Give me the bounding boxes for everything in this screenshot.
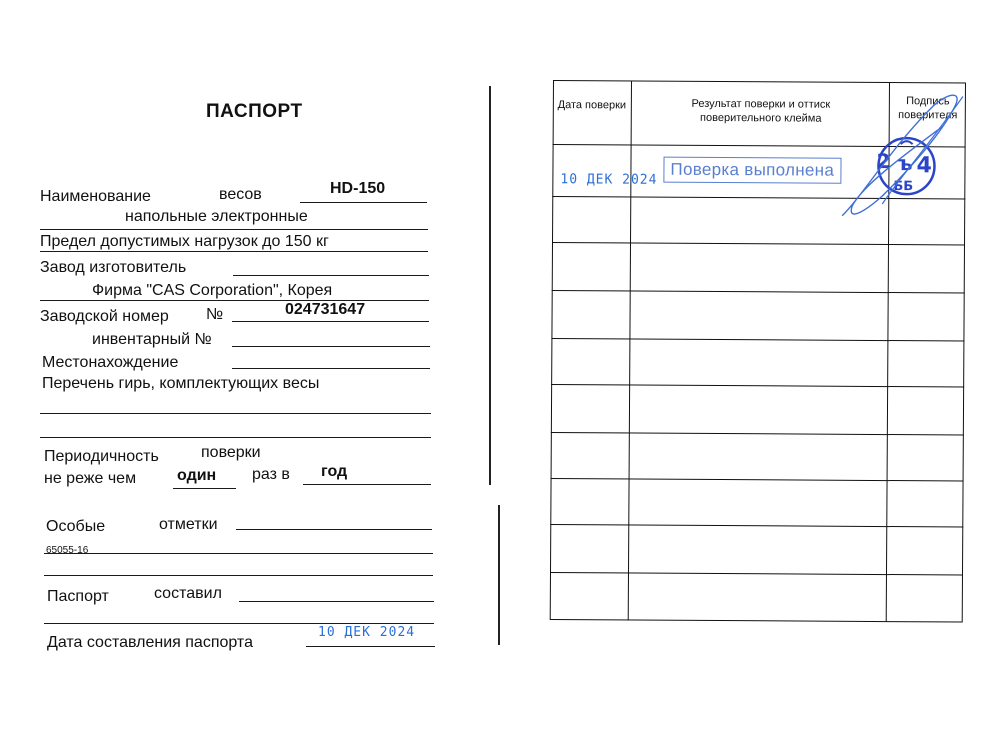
period-label-4: раз в [252,466,290,483]
compiled-label-2: составил [154,585,222,602]
period-unit: год [321,463,348,480]
name-label-2: весов [219,186,262,203]
fold-mark-top [489,86,491,485]
name-line [40,229,428,230]
seal-sign: ъ [897,151,913,176]
manufacturer-line [233,275,429,276]
col-header-date: Дата поверки [557,99,627,112]
serial-label: Заводской номер [40,308,169,325]
notes-label-2: отметки [159,516,218,533]
verification-table [550,80,966,623]
col-header-sign: Подпись поверителя [898,95,958,122]
notes-value-line [44,553,433,554]
row-date-stamp: 10 ДЕК 2024 [560,171,658,189]
manufacturer-label: Завод изготовитель [40,259,187,276]
weights-line-1 [40,413,431,414]
inventory-line [232,346,430,347]
seal-digit-right: 4 [916,153,932,179]
model-line [300,202,427,203]
period-label-3: не реже чем [44,470,137,487]
manufacturer-value: Фирма "CAS Corporation", Корея [92,282,333,299]
period-count: один [177,467,217,484]
compiled-date-line [306,646,435,647]
col-header-result: Результат поверки и оттиск поверительного клейма [691,97,831,125]
period-label: Периодичность [44,448,159,465]
notes-line [236,529,432,530]
seal-digit-top: 2 [876,148,891,174]
compiled-label: Паспорт [47,588,109,605]
location-label: Местонахождение [42,354,179,371]
serial-sign: № [206,306,224,323]
name-value: напольные электронные [125,208,308,225]
load-limit: Предел допустимых нагрузок до 150 кг [40,233,329,250]
seal-letters: ББ [893,179,914,195]
compiled-line [239,601,434,602]
serial-line [232,321,429,322]
compiled-date-stamp: 10 ДЕК 2024 [318,624,416,641]
notes-label: Особые [46,518,106,535]
name-label: Наименование [40,188,151,205]
period-unit-line [303,484,431,485]
fold-mark-bottom [498,505,500,645]
notes-extra-line [44,575,433,576]
serial-value: 024731647 [285,301,366,318]
period-label-2: поверки [201,444,261,461]
model-value: HD-150 [330,180,386,197]
verification-stamp: Поверка выполнена [663,157,841,184]
manufacturer-value-line [40,300,429,301]
weights-line-2 [40,437,431,438]
load-line [40,251,428,252]
period-count-line [173,488,236,489]
verifier-signature [822,86,973,227]
weights-label: Перечень гирь, комплектующих весы [42,375,320,392]
inventory-label: инвентарный № [92,331,212,348]
notes-value: 65055-16 [46,545,89,556]
compiled-date-label: Дата составления паспорта [47,634,253,651]
location-line [232,368,430,369]
passport-title: ПАСПОРТ [206,101,303,122]
